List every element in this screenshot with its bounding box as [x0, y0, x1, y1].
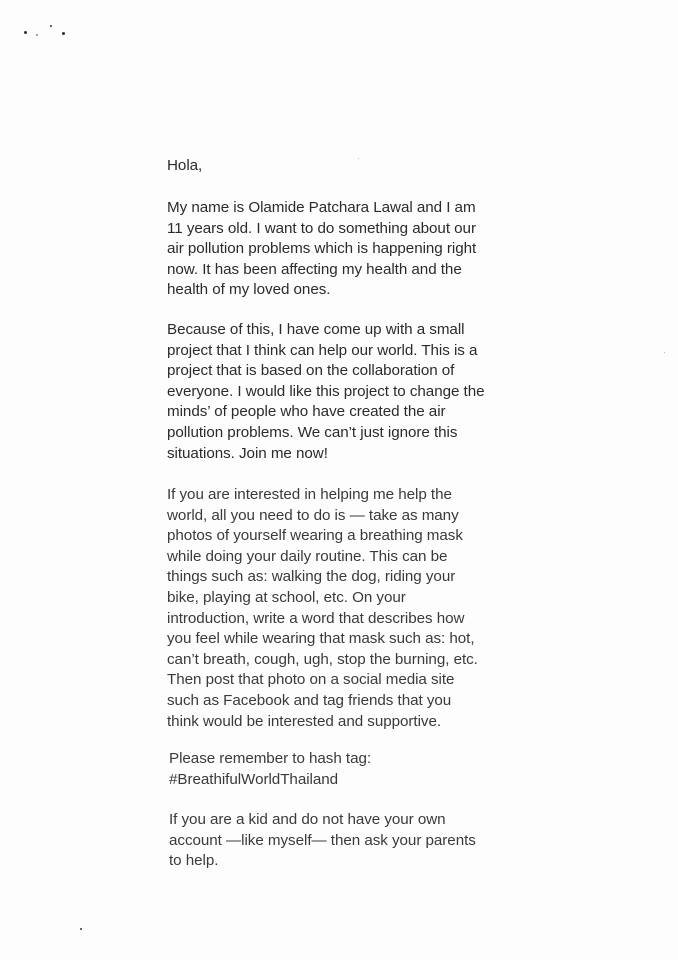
paragraph-project [167, 320, 507, 464]
text-line: things such as: walking the dog, riding your [167, 568, 456, 586]
scan-speck [664, 352, 665, 353]
scan-speck [24, 31, 27, 34]
paragraph-kids [169, 810, 509, 872]
text-line: pollution problems. We can’t just ignore this [167, 423, 458, 441]
text-line: everyone. I would like this project to change the [167, 382, 485, 400]
text-line: project that is based on the collaboration of [167, 362, 455, 380]
text-line: while doing your daily routine. This can be [167, 547, 448, 565]
text-line: you feel while wearing that mask such as: hot, [167, 630, 475, 648]
scan-speck [36, 34, 38, 36]
text-line: air pollution problems which is happening right [167, 240, 477, 258]
text-line: account —like myself— then ask your parents [169, 831, 476, 849]
text-line: If you are a kid and do not have your own [169, 811, 446, 828]
text-line: health of my loved ones. [167, 281, 331, 299]
scan-speck [62, 32, 65, 35]
paragraph-hashtag [169, 749, 509, 790]
text-line: bike, playing at school, etc. On your [167, 588, 406, 606]
scan-speck [80, 928, 82, 930]
hashtag-text: #BreathifulWorldThailand [169, 770, 339, 788]
text-line: My name is Olamide Patchara Lawal and I am [167, 199, 476, 216]
text-line: project that I think can help our world. This is a [167, 341, 478, 359]
letter-greeting [167, 156, 507, 177]
greeting-text: Hola, [167, 157, 203, 174]
paragraph-introduction [167, 198, 507, 301]
paragraph-instructions [167, 485, 507, 732]
text-line: If you are interested in helping me help the [167, 486, 452, 503]
text-line: photos of yourself wearing a breathing mask [167, 527, 463, 545]
text-line: 11 years old. I want to do something about our [167, 219, 476, 237]
text-line: now. It has been affecting my health and the [167, 260, 462, 278]
text-line: minds’ of people who have created the air [167, 403, 446, 421]
text-line: can’t breath, cough, ugh, stop the burning, etc. [167, 650, 478, 668]
scan-speck [50, 25, 52, 27]
text-line: situations. Join me now! [167, 444, 328, 462]
text-line: Please remember to hash tag: [169, 750, 372, 767]
text-line: introduction, write a word that describes how [167, 609, 465, 627]
text-line: such as Facebook and tag friends that you [167, 691, 452, 709]
text-line: Then post that photo on a social media site [167, 671, 455, 689]
text-line: to help. [169, 852, 219, 870]
text-line: world, all you need to do is — take as many [167, 506, 459, 524]
text-line: Because of this, I have come up with a small [167, 321, 465, 338]
text-line: think would be interested and supportive. [167, 712, 442, 730]
